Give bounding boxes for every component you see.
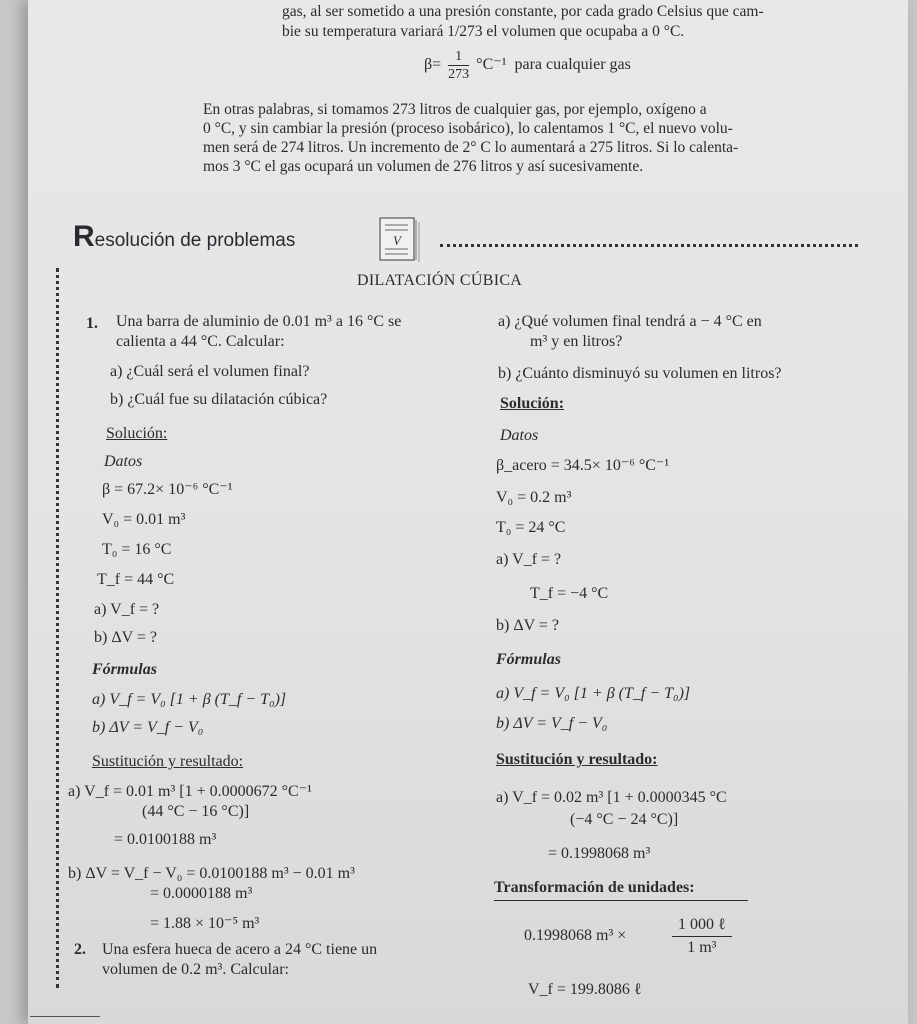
substitution-step: (44 °C − 16 °C)] (142, 803, 250, 820)
transform-fraction (672, 914, 732, 959)
icon-letter: V (393, 233, 401, 248)
explanation-paragraph (203, 100, 738, 176)
fraction-numerator: 1 (448, 48, 469, 66)
data-t0: T₀ = 24 °C (496, 519, 566, 536)
transform-expression: 0.1998068 m³ × (524, 927, 627, 944)
substitution-step: a) V_f = 0.01 m³ [1 + 0.0000672 °C⁻¹ (68, 783, 312, 800)
intro-line: gas, al ser sometido a una presión constante, por cada grado Celsius que cam- (282, 3, 764, 20)
dotted-margin-line (56, 268, 59, 988)
problem-number: 2. (74, 941, 86, 958)
problem-text: calienta a 44 °C. Calcular: (116, 333, 285, 350)
fraction-numerator: 1 000 ℓ (672, 914, 732, 937)
question-b: b) ¿Cuánto disminuyó su volumen en litros? (498, 365, 782, 382)
beta-fraction (448, 48, 469, 83)
data-beta: β = 67.2× 10⁻⁶ °C⁻¹ (102, 481, 233, 498)
data-label: Datos (104, 453, 143, 470)
data-tf: T_f = 44 °C (97, 571, 175, 588)
data-label: Datos (500, 427, 539, 444)
result-vf: = 0.1998068 m³ (548, 845, 651, 862)
section-title: esolución de problemas (94, 230, 296, 251)
intro-line: bie su temperatura variará 1/273 el volumen que ocupaba a 0 °C. (282, 23, 685, 40)
problem-text: Una barra de aluminio de 0.01 m³ a 16 °C se (116, 313, 402, 330)
topic-title: DILATACIÓN CÚBICA (357, 272, 523, 289)
question-b: b) ¿Cuál fue su dilatación cúbica? (110, 391, 328, 408)
substitution-step: a) V_f = 0.02 m³ [1 + 0.0000345 °C (496, 789, 727, 806)
result-dv: = 0.0000188 m³ (150, 885, 253, 902)
problem-number: 1. (86, 315, 98, 332)
problem-text: volumen de 0.2 m³. Calcular: (102, 961, 289, 978)
section-heading (73, 220, 295, 254)
unknown-vf: a) V_f = ? (496, 551, 562, 568)
paragraph-line: 0 °C, y sin cambiar la presión (proceso isobárico), lo calentamos 1 °C, el nuevo volu- (203, 120, 733, 137)
problem-text: Una esfera hueca de acero a 24 °C tiene un (102, 941, 378, 958)
data-beta: β_acero = 34.5× 10⁻⁶ °C⁻¹ (496, 457, 670, 474)
substitution-step: (−4 °C − 24 °C)] (570, 811, 679, 828)
section-initial: R (73, 220, 95, 253)
unknown-dv: b) ΔV = ? (94, 629, 158, 646)
result-vf: = 0.0100188 m³ (114, 831, 217, 848)
data-tf: T_f = −4 °C (530, 585, 609, 602)
paragraph-line: En otras palabras, si tomamos 273 litros de cualquier gas, por ejemplo, oxígeno a (203, 101, 707, 118)
formulas-label: Fórmulas (496, 651, 561, 668)
fraction-denominator: 1 m³ (687, 939, 717, 956)
underline (494, 900, 748, 901)
final-volume: V_f = 199.8086 ℓ (528, 981, 642, 998)
data-v0: V₀ = 0.01 m³ (102, 511, 186, 528)
paragraph-line: mos 3 °C el gas ocupará un volumen de 276 litros y así sucesivamente. (203, 158, 644, 175)
formula-a: a) V_f = V₀ [1 + β (T_f − T₀)] (92, 691, 287, 708)
solution-label: Solución: (500, 395, 565, 412)
substitution-step: b) ΔV = V_f − V₀ = 0.0100188 m³ − 0.01 m³ (68, 865, 355, 882)
formula-b: b) ΔV = V_f − V₀ (496, 715, 608, 732)
beta-unit: °C⁻¹ (476, 56, 507, 74)
page-rule (30, 1016, 100, 1017)
question-a: m³ y en litros? (530, 333, 623, 350)
intro-text (282, 2, 764, 42)
beta-formula (424, 48, 631, 83)
substitution-label: Sustitución y resultado: (92, 753, 244, 770)
dotted-divider (440, 244, 858, 247)
data-t0: T₀ = 16 °C (102, 541, 172, 558)
beta-symbol: β= (424, 56, 442, 74)
unknown-vf: a) V_f = ? (94, 601, 160, 618)
question-a: a) ¿Cuál será el volumen final? (110, 363, 310, 380)
notebook-icon (376, 216, 422, 264)
formula-b: b) ΔV = V_f − V₀ (92, 719, 204, 736)
unknown-dv: b) ΔV = ? (496, 617, 560, 634)
unit-transform-label: Transformación de unidades: (494, 879, 695, 896)
formulas-label: Fórmulas (92, 661, 157, 678)
substitution-label: Sustitución y resultado: (496, 751, 658, 768)
fraction-denominator: 273 (448, 67, 470, 82)
question-a: a) ¿Qué volumen final tendrá a − 4 °C en (498, 313, 762, 330)
beta-suffix: para cualquier gas (514, 56, 631, 74)
formula-a: a) V_f = V₀ [1 + β (T_f − T₀)] (496, 685, 691, 702)
data-v0: V₀ = 0.2 m³ (496, 489, 572, 506)
result-dv-scientific: = 1.88 × 10⁻⁵ m³ (150, 915, 260, 932)
paragraph-line: men será de 274 litros. Un incremento de 2° C lo aumentará a 275 litros. Si lo calenta- (203, 139, 739, 156)
solution-label: Solución: (106, 425, 168, 442)
